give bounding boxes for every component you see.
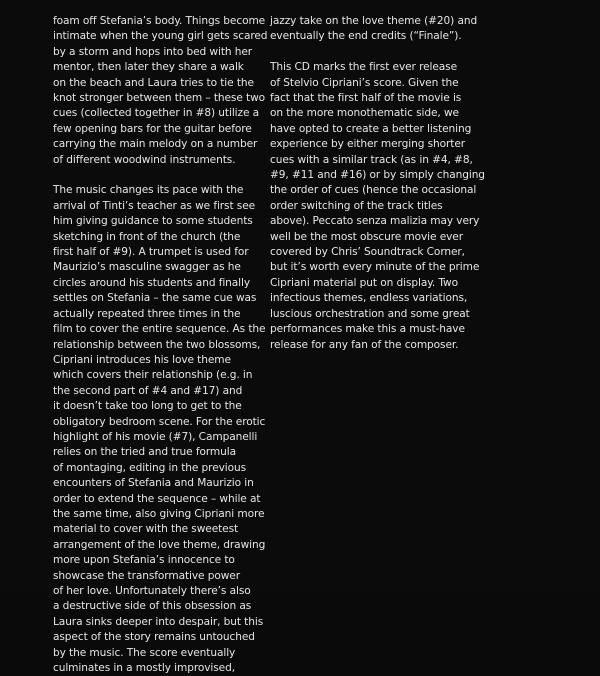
text-line: first half of #9). A trumpet is used for [53,246,249,259]
text-line: cues with a similar track (as in #4, #8, [270,153,473,166]
text-line: the same time, also giving Cipriani more [53,507,265,520]
text-line: release for any fan of the composer. [270,338,459,351]
text-line: cues (collected together in #8) utilize a [53,107,260,120]
text-line: culminates in a mostly improvised, [53,662,235,675]
text-line: of different woodwind instruments. [53,153,236,166]
text-line: of montaging, editing in the previous [53,461,247,474]
text-line: aspect of the story remains untouched [53,631,255,644]
text-line: relationship between the two blossoms, [53,338,261,351]
left-text-column [53,14,268,676]
paragraph-gap [270,45,475,60]
text-line: arrangement of the love theme, drawing [53,538,266,551]
paragraph-gap [53,168,258,183]
text-line: a destructive side of this obsession as [53,600,252,613]
text-line: on the more monothematic side, we [270,107,459,120]
text-line: him giving guidance to some students [53,215,253,228]
text-line: by a storm and hops into bed with her [53,45,253,58]
text-line: jazzy take on the love theme (#20) and [270,15,478,27]
text-line: more upon Stefania’s innocence to [53,554,235,567]
text-line: showcase the transformative power [53,569,240,582]
text-line: infectious themes, endless variations, [270,292,468,305]
text-line: luscious orchestration and some great [270,307,470,320]
text-line: Maurizio’s masculine swagger as he [53,261,241,274]
text-line: few opening bars for the guitar before [53,122,252,135]
text-line: experience by either merging shorter [270,138,465,151]
text-line: by the music. The score eventually [53,646,236,659]
text-line: well be the most obscure movie ever [270,230,463,243]
text-line: actually repeated three times in the [53,307,241,320]
text-line: film to cover the entire sequence. As the [53,323,266,336]
text-line: arrival of Tinti’s teacher as we first see [53,199,256,212]
text-line: carrying the main melody on a number [53,138,258,151]
text-line: the order of cues (hence the occasional [270,184,477,197]
text-line: order switching of the track titles [270,199,443,212]
text-line: intimate when the young girl gets scared [53,30,268,43]
text-line: covered by Chris’ Soundtrack Corner, [270,246,465,259]
text-line: above). Peccato senza malizia may very [270,215,480,228]
right-text-column [270,14,485,353]
text-line: sketching in front of the church (the [53,230,241,243]
left-paragraph-2 [53,183,266,676]
text-line: which covers their relationship (e.g. in [53,369,253,382]
text-line: but it’s worth every minute of the prime [270,261,480,274]
text-line: encounters of Stefania and Maurizio in [53,477,254,490]
text-line: The music changes its pace with the [53,184,244,197]
text-line: This CD marks the first ever release [270,61,458,74]
text-line: mentor, then later they share a walk [53,61,244,74]
text-line: it doesn’t take too long to get to the [53,400,242,413]
text-line: relies on the tried and true formula [53,446,236,459]
text-line: Cipriani material put on display. Two [270,276,458,289]
text-line: performances make this a must-have [270,323,465,336]
right-paragraph-2 [270,60,485,353]
text-line: material to cover with the sweetest [53,523,239,536]
text-line: highlight of his movie (#7), Campanelli [53,430,258,443]
text-line: eventually the end credits (“Finale”). [270,30,462,43]
text-line: obligatory bedroom scene. For the erotic [53,415,266,428]
right-paragraph-1 [270,14,478,45]
text-line: foam off Stefania’s body. Things become [53,15,266,27]
text-line: Cipriani introduces his love theme [53,353,231,366]
text-line: #9, #11 and #16) or by simply changing [270,169,485,182]
text-line: order to extend the sequence – while at [53,492,261,505]
text-line: circles around his students and finally [53,276,251,289]
text-line: Laura sinks deeper into despair, but this [53,615,264,628]
text-line: the second part of #4 and #17) and [53,384,243,397]
text-line: on the beach and Laura tries to tie the [53,76,254,89]
text-line: have opted to create a better listening [270,122,472,135]
text-line: of Stelvio Cipriani’s score. Given the [270,76,459,89]
text-line: knot stronger between them – these two [53,92,266,105]
text-line: of her love. Unfortunately there’s also [53,585,251,598]
text-line: fact that the first half of the movie is [270,92,462,105]
text-line: settles on Stefania – the same cue was [53,292,257,305]
left-paragraph-1 [53,14,268,168]
